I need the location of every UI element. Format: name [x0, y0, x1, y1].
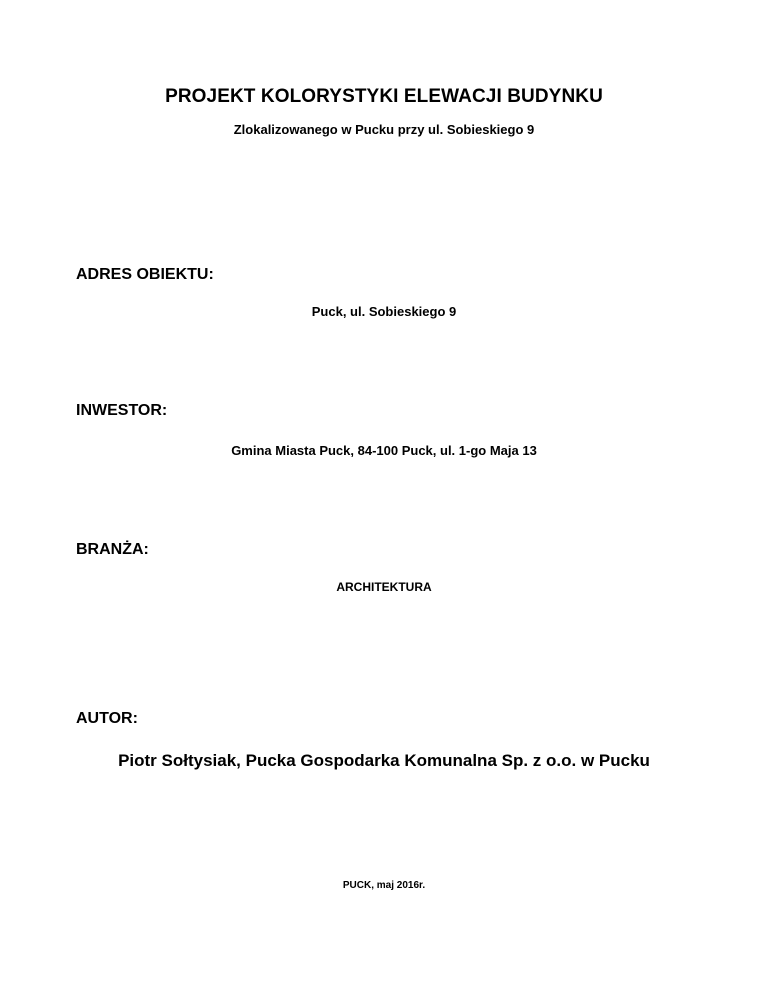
author-value: Piotr Sołtysiak, Pucka Gospodarka Komunalna Sp. z o.o. w Pucku	[118, 751, 650, 770]
branch-value: ARCHITEKTURA	[336, 580, 432, 594]
author-label: AUTOR:	[76, 710, 138, 727]
document-footer-place-date: PUCK, maj 2016r.	[342, 880, 426, 891]
document-title: PROJEKT KOLORYSTYKI ELEWACJI BUDYNKU	[165, 86, 603, 107]
branch-label: BRANŻA:	[76, 541, 149, 558]
document-subtitle: Zlokalizowanego w Pucku przy ul. Sobieskiego 9	[233, 122, 535, 137]
investor-label: INWESTOR:	[76, 402, 168, 419]
address-label: ADRES OBIEKTU:	[76, 266, 214, 283]
address-value: Puck, ul. Sobieskiego 9	[311, 304, 457, 319]
investor-value: Gmina Miasta Puck, 84-100 Puck, ul. 1-go Maja 13	[231, 443, 537, 458]
